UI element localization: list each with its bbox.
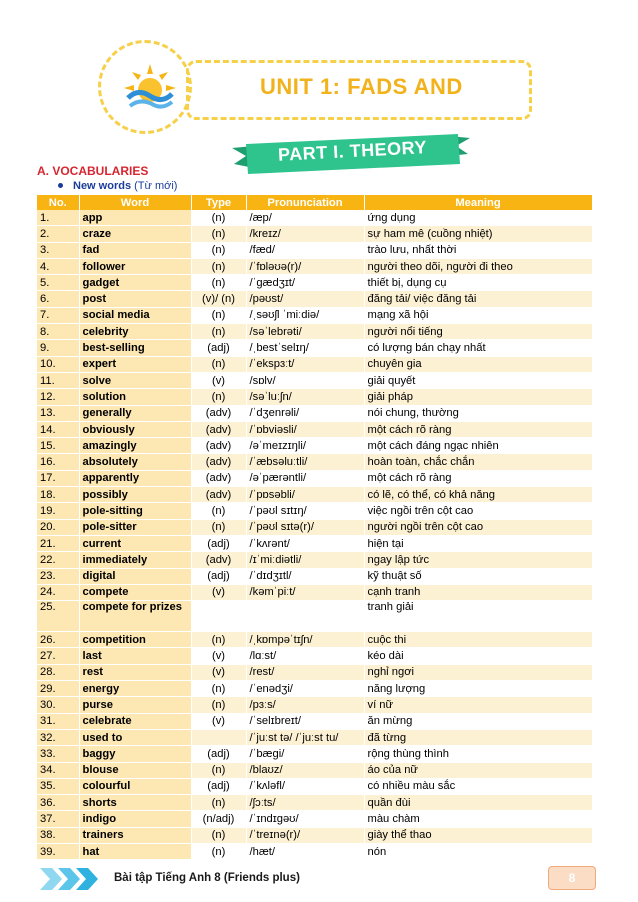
row-number: 4. (37, 258, 79, 274)
table-body (37, 210, 592, 860)
row-pronunciation: /ˈenədʒi/ (246, 681, 364, 697)
row-number: 32. (37, 729, 79, 745)
row-type: (n) (191, 795, 246, 811)
row-number: 21. (37, 535, 79, 551)
row-meaning: giày thể thao (364, 827, 592, 843)
part-title: PART I. THEORY (277, 137, 428, 165)
row-type: (n) (191, 242, 246, 258)
row-word: gadget (79, 275, 191, 291)
table-row (37, 438, 592, 454)
row-number: 20. (37, 519, 79, 535)
row-meaning: có nhiều màu sắc (364, 778, 592, 794)
row-number: 31. (37, 713, 79, 729)
row-type: (adv) (191, 552, 246, 568)
row-pronunciation: /ˈpɒsəbli/ (246, 487, 364, 503)
row-word: trainers (79, 827, 191, 843)
table-row (37, 275, 592, 291)
row-pronunciation: /ˈpəʊl sɪtə(r)/ (246, 519, 364, 535)
row-type: (n) (191, 632, 246, 648)
row-word: pole-sitting (79, 503, 191, 519)
row-type: (v) (191, 664, 246, 680)
row-meaning: cạnh tranh (364, 584, 592, 600)
row-meaning: có lẽ, có thể, có khả năng (364, 487, 592, 503)
row-type: (adv) (191, 438, 246, 454)
row-word: social media (79, 307, 191, 323)
row-word: last (79, 648, 191, 664)
row-number: 28. (37, 664, 79, 680)
row-meaning: việc ngồi trên cột cao (364, 503, 592, 519)
table-row (37, 535, 592, 551)
row-number: 22. (37, 552, 79, 568)
row-type: (v) (191, 372, 246, 388)
header-type: Type (191, 195, 246, 210)
unit-title: UNIT 1: FADS AND (260, 74, 463, 99)
row-word: shorts (79, 795, 191, 811)
row-meaning: trào lưu, nhất thời (364, 242, 592, 258)
row-pronunciation: /fæd/ (246, 242, 364, 258)
row-number: 39. (37, 843, 79, 859)
table-row (37, 762, 592, 778)
row-word: pole-sitter (79, 519, 191, 535)
row-number: 24. (37, 584, 79, 600)
table-row (37, 210, 592, 226)
table-row (37, 795, 592, 811)
row-pronunciation: /æp/ (246, 210, 364, 226)
row-number: 23. (37, 568, 79, 584)
bullet-label: New words (73, 180, 132, 192)
row-word: obviously (79, 421, 191, 437)
row-meaning: hoàn toàn, chắc chắn (364, 454, 592, 470)
row-word: solution (79, 389, 191, 405)
row-pronunciation: /ˈkʌrənt/ (246, 535, 364, 551)
row-type: (n) (191, 503, 246, 519)
row-pronunciation: /ˈdʒenrəli/ (246, 405, 364, 421)
row-meaning: một cách rõ ràng (364, 421, 592, 437)
table-row (37, 226, 592, 242)
row-meaning: mạng xã hội (364, 307, 592, 323)
row-word: possibly (79, 487, 191, 503)
table-row (37, 324, 592, 340)
row-meaning: màu chàm (364, 811, 592, 827)
row-pronunciation: /ɪˈmiːdiətli/ (246, 552, 364, 568)
row-pronunciation: /ʃɔːts/ (246, 795, 364, 811)
row-number: 30. (37, 697, 79, 713)
row-number: 34. (37, 762, 79, 778)
row-word: generally (79, 405, 191, 421)
bullet-dot-icon (58, 183, 63, 188)
row-word: compete for prizes (79, 601, 191, 632)
row-meaning: chuyên gia (364, 356, 592, 372)
row-pronunciation: /ˈkʌləfl/ (246, 778, 364, 794)
row-word: baggy (79, 746, 191, 762)
row-type: (adj) (191, 778, 246, 794)
row-number: 12. (37, 389, 79, 405)
table-row (37, 746, 592, 762)
row-pronunciation: /ˈbæɡi/ (246, 746, 364, 762)
sun-logo-icon (122, 62, 178, 118)
table-row (37, 843, 592, 859)
table-row (37, 487, 592, 503)
footer-book-title: Bài tập Tiếng Anh 8 (Friends plus) (114, 872, 300, 884)
row-type: (n) (191, 519, 246, 535)
row-word: amazingly (79, 438, 191, 454)
table-row (37, 389, 592, 405)
row-word: follower (79, 258, 191, 274)
page-number: 8 (548, 866, 596, 890)
row-type: (n) (191, 226, 246, 242)
row-type: (adv) (191, 405, 246, 421)
row-number: 10. (37, 356, 79, 372)
row-meaning: quần đùi (364, 795, 592, 811)
row-number: 3. (37, 242, 79, 258)
row-word: compete (79, 584, 191, 600)
row-number: 26. (37, 632, 79, 648)
row-type: (n) (191, 697, 246, 713)
table-row (37, 697, 592, 713)
row-meaning: giải pháp (364, 389, 592, 405)
row-word: celebrate (79, 713, 191, 729)
row-type: (n) (191, 827, 246, 843)
table-row (37, 356, 592, 372)
row-type: (adv) (191, 454, 246, 470)
row-number: 27. (37, 648, 79, 664)
row-word: hat (79, 843, 191, 859)
row-type: (n) (191, 307, 246, 323)
section-heading: A. VOCABULARIES (37, 164, 149, 178)
row-meaning: hiện tại (364, 535, 592, 551)
row-pronunciation: /hæt/ (246, 843, 364, 859)
row-type: (n) (191, 324, 246, 340)
table-row (37, 811, 592, 827)
row-meaning: người nổi tiếng (364, 324, 592, 340)
row-pronunciation: /kəmˈpiːt/ (246, 584, 364, 600)
table-row (37, 470, 592, 486)
row-type: (n) (191, 275, 246, 291)
row-pronunciation (246, 601, 364, 632)
table-row (37, 405, 592, 421)
row-number: 6. (37, 291, 79, 307)
row-meaning: ứng dụng (364, 210, 592, 226)
table-row (37, 827, 592, 843)
row-pronunciation: /ˈdɪdʒɪtl/ (246, 568, 364, 584)
table-row (37, 713, 592, 729)
row-meaning: có lượng bán chạy nhất (364, 340, 592, 356)
footer-arrow-icon (40, 868, 104, 890)
row-pronunciation: /pəʊst/ (246, 291, 364, 307)
row-meaning: ví nữ (364, 697, 592, 713)
table-row (37, 503, 592, 519)
row-number: 19. (37, 503, 79, 519)
row-word: post (79, 291, 191, 307)
row-pronunciation: /ˌsəʊʃl ˈmiːdiə/ (246, 307, 364, 323)
table-row (37, 552, 592, 568)
bullet-sub: (Từ mới) (134, 180, 178, 192)
row-pronunciation: /ˈfɒləʊə(r)/ (246, 258, 364, 274)
header-word: Word (79, 195, 191, 210)
row-word: indigo (79, 811, 191, 827)
row-pronunciation: /səˈlebrəti/ (246, 324, 364, 340)
row-pronunciation: /ˌbestˈselɪŋ/ (246, 340, 364, 356)
row-meaning: sự ham mê (cuồng nhiệt) (364, 226, 592, 242)
row-word: energy (79, 681, 191, 697)
row-number: 14. (37, 421, 79, 437)
row-type: (n) (191, 210, 246, 226)
table-row (37, 568, 592, 584)
row-pronunciation: /ˈɪndɪɡəʊ/ (246, 811, 364, 827)
row-pronunciation: /ˈtreɪnə(r)/ (246, 827, 364, 843)
row-type: (v)/ (n) (191, 291, 246, 307)
row-pronunciation: /sɒlv/ (246, 372, 364, 388)
row-meaning: người ngồi trên cột cao (364, 519, 592, 535)
row-type: (n) (191, 389, 246, 405)
row-pronunciation: /ˈɡædʒɪt/ (246, 275, 364, 291)
row-word: digital (79, 568, 191, 584)
row-word: absolutely (79, 454, 191, 470)
row-pronunciation: /ˈjuːst tə/ /ˈjuːst tu/ (246, 729, 364, 745)
row-number: 33. (37, 746, 79, 762)
row-number: 5. (37, 275, 79, 291)
row-type: (adv) (191, 487, 246, 503)
row-type: (v) (191, 648, 246, 664)
table-row (37, 258, 592, 274)
row-meaning: một cách rõ ràng (364, 470, 592, 486)
row-number: 13. (37, 405, 79, 421)
row-meaning: rộng thùng thình (364, 746, 592, 762)
row-number: 15. (37, 438, 79, 454)
row-meaning: đăng tải/ việc đăng tải (364, 291, 592, 307)
row-meaning: nón (364, 843, 592, 859)
row-number: 25. (37, 601, 79, 632)
row-number: 7. (37, 307, 79, 323)
table-row (37, 648, 592, 664)
row-number: 35. (37, 778, 79, 794)
table-row (37, 601, 592, 632)
row-meaning: thiết bị, dụng cụ (364, 275, 592, 291)
row-meaning: tranh giải (364, 601, 592, 632)
row-number: 36. (37, 795, 79, 811)
row-number: 8. (37, 324, 79, 340)
row-word: purse (79, 697, 191, 713)
row-type: (adj) (191, 568, 246, 584)
row-number: 16. (37, 454, 79, 470)
row-type: (adj) (191, 535, 246, 551)
row-word: competition (79, 632, 191, 648)
row-type: (v) (191, 584, 246, 600)
row-pronunciation: /ˌkɒmpəˈtɪʃn/ (246, 632, 364, 648)
row-type: (n) (191, 843, 246, 859)
row-number: 37. (37, 811, 79, 827)
row-word: used to (79, 729, 191, 745)
row-meaning: người theo dõi, người đi theo (364, 258, 592, 274)
table-row (37, 584, 592, 600)
row-pronunciation: /əˈpærəntli/ (246, 470, 364, 486)
row-word: colourful (79, 778, 191, 794)
row-number: 11. (37, 372, 79, 388)
row-meaning: nghỉ ngơi (364, 664, 592, 680)
row-meaning: nói chung, thường (364, 405, 592, 421)
header-no: No. (37, 195, 79, 210)
row-pronunciation: /kreɪz/ (246, 226, 364, 242)
row-number: 2. (37, 226, 79, 242)
new-words-bullet (58, 180, 177, 192)
table-row (37, 454, 592, 470)
row-pronunciation: /ˈekspɜːt/ (246, 356, 364, 372)
row-pronunciation: /lɑːst/ (246, 648, 364, 664)
header-pronunciation: Pronunciation (246, 195, 364, 210)
row-pronunciation: /ˈselɪbreɪt/ (246, 713, 364, 729)
row-number: 18. (37, 487, 79, 503)
row-word: apparently (79, 470, 191, 486)
row-pronunciation: /ˈæbsəluːtli/ (246, 454, 364, 470)
row-meaning: giải quyết (364, 372, 592, 388)
table-row (37, 778, 592, 794)
row-word: best-selling (79, 340, 191, 356)
row-meaning: năng lượng (364, 681, 592, 697)
row-pronunciation: /blaʊz/ (246, 762, 364, 778)
table-row (37, 340, 592, 356)
row-type: (adj) (191, 340, 246, 356)
table-header-row (37, 195, 592, 210)
row-word: immediately (79, 552, 191, 568)
table-row (37, 729, 592, 745)
table-row (37, 664, 592, 680)
row-meaning: một cách đáng ngạc nhiên (364, 438, 592, 454)
table-row (37, 632, 592, 648)
row-meaning: áo của nữ (364, 762, 592, 778)
row-type: (n) (191, 356, 246, 372)
row-type: (adv) (191, 421, 246, 437)
header-meaning: Meaning (364, 195, 592, 210)
row-meaning: kéo dài (364, 648, 592, 664)
row-word: current (79, 535, 191, 551)
row-number: 17. (37, 470, 79, 486)
row-word: craze (79, 226, 191, 242)
row-type (191, 601, 246, 632)
row-word: expert (79, 356, 191, 372)
table-row (37, 242, 592, 258)
row-pronunciation: /ˈɒbviəsli/ (246, 421, 364, 437)
row-pronunciation: /rest/ (246, 664, 364, 680)
row-type: (adv) (191, 470, 246, 486)
row-word: fad (79, 242, 191, 258)
table-row (37, 291, 592, 307)
table-row (37, 307, 592, 323)
row-word: solve (79, 372, 191, 388)
row-word: celebrity (79, 324, 191, 340)
row-pronunciation: /əˈmeɪzɪŋli/ (246, 438, 364, 454)
row-word: blouse (79, 762, 191, 778)
table-row (37, 681, 592, 697)
row-type: (adj) (191, 746, 246, 762)
row-number: 38. (37, 827, 79, 843)
row-type: (n) (191, 681, 246, 697)
row-number: 9. (37, 340, 79, 356)
row-word: app (79, 210, 191, 226)
row-meaning: kỹ thuật số (364, 568, 592, 584)
table-row (37, 372, 592, 388)
row-meaning: ăn mừng (364, 713, 592, 729)
row-pronunciation: /səˈluːʃn/ (246, 389, 364, 405)
row-type: (v) (191, 713, 246, 729)
row-word: rest (79, 664, 191, 680)
row-meaning: cuộc thi (364, 632, 592, 648)
row-type: (n/adj) (191, 811, 246, 827)
row-pronunciation: /ˈpəʊl sɪtɪŋ/ (246, 503, 364, 519)
row-type: (n) (191, 258, 246, 274)
row-type (191, 729, 246, 745)
row-number: 29. (37, 681, 79, 697)
row-meaning: đã từng (364, 729, 592, 745)
row-pronunciation: /pɜːs/ (246, 697, 364, 713)
row-number: 1. (37, 210, 79, 226)
row-meaning: ngay lập tức (364, 552, 592, 568)
row-type: (n) (191, 762, 246, 778)
vocabulary-table (37, 195, 593, 860)
table-row (37, 421, 592, 437)
table-row (37, 519, 592, 535)
